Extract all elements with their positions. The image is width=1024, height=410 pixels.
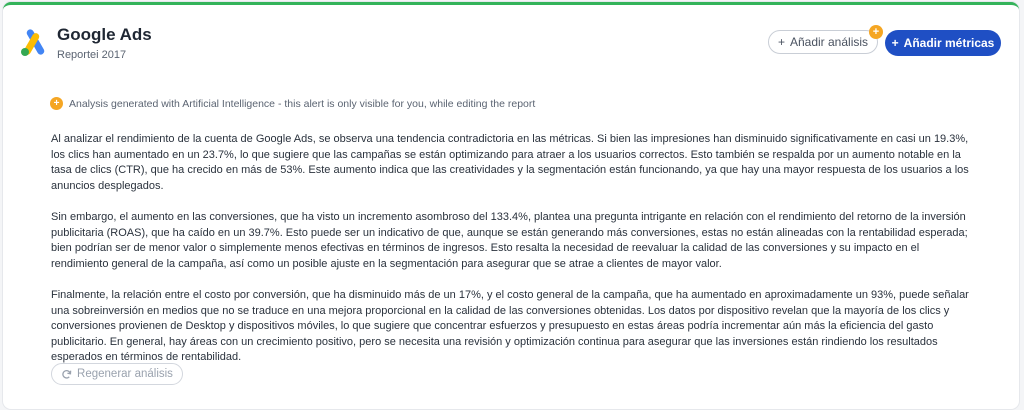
google-ads-card [3, 2, 1019, 409]
add-metrics-label: Añadir métricas [903, 36, 995, 50]
plus-icon: + [777, 35, 785, 49]
ai-alert [50, 97, 535, 110]
ai-alert-text: Analysis generated with Artificial Intelligence - this alert is only visible for you, while editing the report [69, 97, 536, 110]
add-analysis-label: Añadir análisis [789, 35, 869, 49]
analysis-paragraph: Al analizar el rendimiento de la cuenta de Google Ads, se observa una tendencia contradictoria en las métricas. Si bien las impresiones han disminuido significativamente en casi un 19.3%, los clics han aumentado en un 23.7%, lo que sugiere que las campañas se están optimizando para atraer a los usuarios correctos. Esto también se respalda por un aumento notable en la tasa de clics (CTR), que ha crecido en más de 53%. Este aumento indica que las creatividades y la segmentación están funcionando, ya que hay una mayor respuesta de los usuarios a los anuncios desplegados. [51, 133, 969, 192]
add-metrics-button[interactable] [885, 30, 1001, 56]
page-subtitle: Reportei 2017 [57, 49, 127, 61]
page-title: Google Ads [57, 25, 152, 44]
analysis-text [51, 132, 973, 382]
add-analysis-button[interactable] [768, 30, 878, 54]
ai-sparkle-icon: + [50, 97, 63, 110]
regenerate-analysis-button[interactable] [51, 363, 183, 385]
analysis-paragraph: Sin embargo, el aumento en las conversiones, que ha visto un incremento asombroso del 133.4%, plantea una pregunta intrigante en relación con el rendimiento del retorno de la inversión publicitaria (ROAS), que ha caído en un 39.7%. Esto puede ser un indicativo de que, aunque se están generando más conversiones, estas no están alineadas con la rentabilidad esperada; bien podrían ser de menor valor o simplemente menos efectivas en términos de ingresos. Esto resalta la necesidad de reevaluar la calidad de las conversiones y su impacto en el rendimiento general de la campaña, así como un posible ajuste en la segmentación para asegurar que se atrae a clientes de mayor valor. [51, 210, 968, 270]
plus-icon: + [891, 36, 899, 50]
regenerate-analysis-label: Regenerar análisis [77, 368, 173, 380]
google-ads-logo [19, 29, 49, 57]
refresh-icon [61, 369, 72, 380]
analysis-paragraph: Finalmente, la relación entre el costo por conversión, que ha disminuido más de un 17%, y el costo general de la campaña, que ha aumentado en aproximadamente un 93%, puede señalar una sobreinversión en medios que no se traduce en una mejora proporcional en la calidad de las conversiones obtenidas. Los datos por dispositivo revelan que la mayoría de los clics y conversiones provienen de Desktop y dispositivos móviles, lo que sugiere que concentrar esfuerzos y presupuesto en estas áreas podría incrementar aún más la eficiencia del gasto publicitario. En general, hay áreas con un crecimiento positivo, pero se necesita una revisión y optimización continua para asegurar que las inversiones están rindiendo los resultados esperados en términos de rentabilidad. [51, 288, 969, 364]
ai-sparkle-icon: + [869, 25, 883, 39]
card-header [3, 5, 1019, 75]
